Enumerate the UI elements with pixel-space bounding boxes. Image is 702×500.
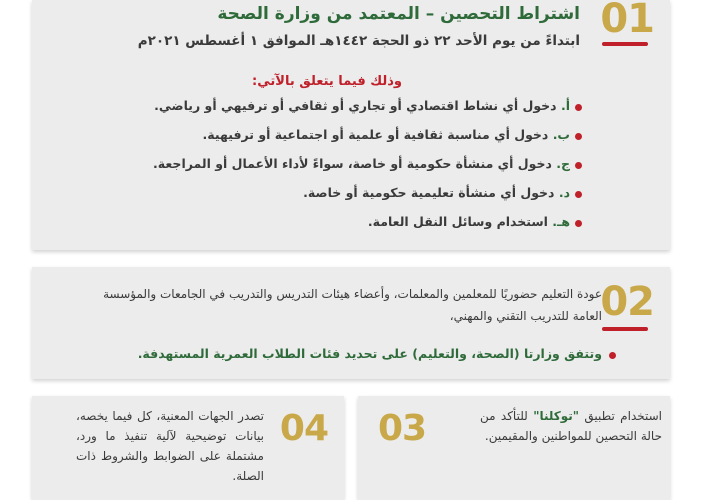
section-2-paragraph: عودة التعليم حضوريًا للمعلمين والمعلمات، وأعضاء هيئات التدريس والتدريب في الجامعات والمؤسسة العامة للتدريب التقني والمهني، — [103, 287, 602, 323]
section-4-number: 04 — [279, 408, 328, 449]
section-2-underline — [602, 327, 648, 331]
list-item — [154, 98, 570, 113]
bullet-dot-icon — [609, 352, 616, 359]
bullet-dot-icon — [575, 220, 582, 227]
section-1-title: اشتراط التحصين – المعتمد من وزارة الصحة — [217, 4, 580, 24]
list-item-text: استخدام وسائل النقل العامة. — [367, 214, 553, 229]
bullet-dot-icon — [575, 191, 582, 198]
section-3-number: 03 — [378, 408, 427, 449]
section-1-underline — [602, 42, 648, 46]
list-item-letter: أ. — [560, 98, 570, 113]
section-4-text: تصدر الجهات المعنية، كل فيما يخصه، بيانات توضيحية لآلية تنفيذ ما ورد، مشتملة على الضوابط والشروط ذات الصلة. — [76, 409, 264, 483]
section-3-text-before: استخدام تطبيق — [579, 409, 662, 423]
section-3-text — [480, 406, 662, 446]
bullet-dot-icon — [575, 162, 582, 169]
list-item-letter: هـ. — [552, 214, 570, 229]
section-1-number: 01 — [600, 0, 654, 42]
section-2-number: 02 — [600, 279, 654, 325]
list-item-text: دخول أي منشأة تعليمية حكومية أو خاصة. — [303, 185, 559, 200]
list-item-letter: د. — [558, 185, 570, 200]
section-1-subtitle: ابتداءً من يوم الأحد ٢٢ ذو الحجة ١٤٤٢هـ الموافق ١ أغسطس ٢٠٢١م — [137, 33, 580, 49]
section-1-subheading: وذلك فيما يتعلق بالآتي: — [252, 74, 402, 89]
list-item-letter: ج. — [556, 156, 570, 171]
bullet-dot-icon — [575, 133, 582, 140]
list-item — [303, 185, 570, 200]
list-item — [153, 156, 570, 171]
list-item-text: دخول أي نشاط اقتصادي أو تجاري أو ثقافي أو ترفيهي أو رياضي. — [154, 98, 561, 113]
list-item-letter: ب. — [552, 127, 570, 142]
bullet-dot-icon — [575, 104, 582, 111]
section-1-card — [32, 0, 670, 250]
list-item — [368, 214, 570, 229]
section-3-app-name: "توكلنا" — [533, 409, 580, 423]
list-item-text: دخول أي مناسبة ثقافية أو علمية أو اجتماعية أو ترفيهية. — [202, 127, 553, 142]
list-item-text: دخول أي منشأة حكومية أو خاصة، سواءً لأداء الأعمال أو المراجعة. — [153, 156, 557, 171]
section-2-paragraph-2: وتتفق وزارتا (الصحة، والتعليم) على تحديد فئات الطلاب العمرية المستهدفة. — [137, 346, 602, 361]
list-item — [203, 127, 570, 142]
section-3-text-after: للتأكد من حالة التحصين للمواطنين والمقيمين. — [480, 409, 662, 443]
